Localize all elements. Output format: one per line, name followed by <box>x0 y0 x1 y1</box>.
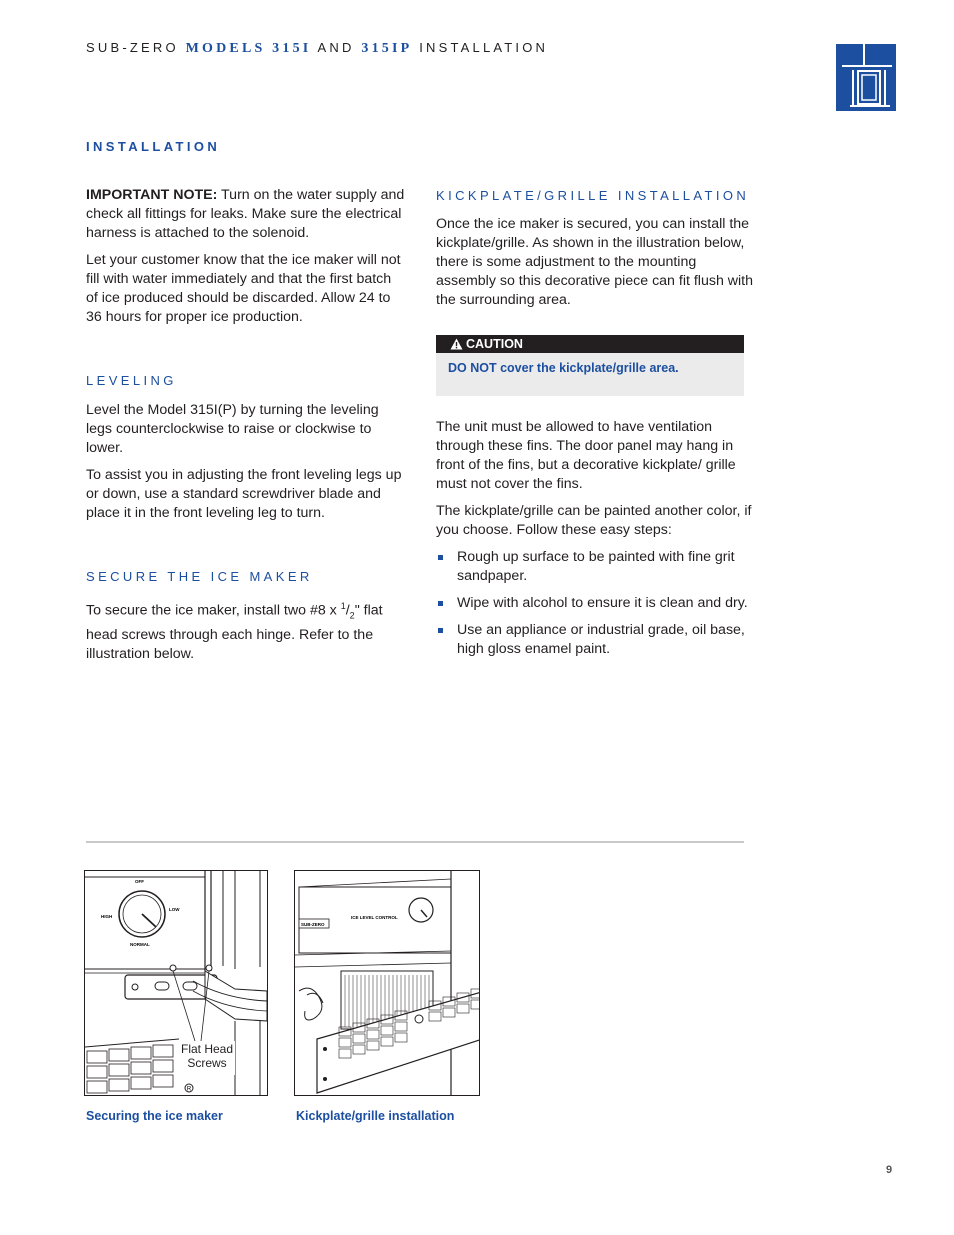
ice-level-control-label: ICE LEVEL CONTROL <box>351 915 398 920</box>
bullet-square-icon <box>438 555 443 560</box>
important-label: IMPORTANT NOTE: <box>86 187 218 203</box>
leveling-title: LEVELING <box>86 373 177 388</box>
list-item-text: Use an appliance or industrial grade, oil base, high gloss enamel paint. <box>457 622 745 657</box>
dial-normal-label: NORMAL <box>130 942 150 947</box>
list-item <box>436 594 758 613</box>
secure-title: SECURE THE ICE MAKER <box>86 569 313 584</box>
kickplate-illustration <box>295 871 479 1095</box>
kickplate-body <box>436 215 758 310</box>
secure-text-a: To secure the ice maker, install two #8 x <box>86 602 341 619</box>
header-brand: SUB-ZERO <box>86 40 186 55</box>
dial-off-label: OFF <box>135 879 144 884</box>
fraction-denominator: 2 <box>349 610 355 621</box>
list-item <box>436 621 758 659</box>
dial-low-label: LOW <box>169 907 180 912</box>
fraction-slash: / <box>345 602 350 619</box>
figure-kickplate-installation <box>294 870 480 1096</box>
secure-text-b: " flat head screws through each hinge. Refer to the illustration below. <box>86 602 383 662</box>
ventilation-body <box>436 418 758 667</box>
header-and: AND <box>311 40 362 55</box>
paint-steps-list <box>436 548 758 659</box>
caution-text: DO NOT cover the kickplate/grille area. <box>448 361 679 375</box>
kickplate-para: Once the ice maker is secured, you can install the kickplate/grille. As shown in the illustration below, there is some adjustment to the mounting assembly so this decorative piece can fit flush with the surrounding area. <box>436 216 754 308</box>
running-header <box>86 40 548 57</box>
svg-text:R: R <box>186 1086 192 1093</box>
kickplate-title: KICKPLATE/GRILLE INSTALLATION <box>436 188 750 203</box>
dial-high-label: HIGH <box>101 914 113 919</box>
header-suffix: INSTALLATION <box>412 40 549 55</box>
important-note <box>86 186 406 243</box>
secure-para <box>86 597 406 664</box>
section-divider <box>86 841 744 843</box>
caution-label: CAUTION <box>466 337 523 351</box>
figure-1-caption: Securing the ice maker <box>86 1109 223 1123</box>
header-model-2: 315IP <box>361 41 413 56</box>
important-text: Turn on the water supply and check all fittings for leaks. Make sure the electrical harness is attached to the solenoid. <box>86 187 405 241</box>
leveling-para-2: To assist you in adjusting the front leveling legs up or down, use a standard screwdriver blade and place it in the front leveling leg to turn. <box>86 467 402 521</box>
leveling-body <box>86 401 406 523</box>
installation-title: INSTALLATION <box>86 139 221 154</box>
figure-2-caption: Kickplate/grille installation <box>296 1109 455 1123</box>
page-number: 9 <box>886 1164 893 1176</box>
installation-body <box>86 186 406 327</box>
list-item <box>436 548 758 586</box>
sub-zero-logo-icon <box>836 44 896 111</box>
customer-note: Let your customer know that the ice maker will not fill with water immediately and that the first batch of ice produced should be discarded. Allow 24 to 36 hours for proper ice production. <box>86 252 401 325</box>
warning-icon <box>450 338 463 350</box>
header-model-1: MODELS 315I <box>185 41 312 56</box>
figure-securing-ice-maker <box>84 870 268 1096</box>
leveling-para-1: Level the Model 315I(P) by turning the leveling legs counterclockwise to raise or clockwise to lower. <box>86 402 379 456</box>
caution-bar <box>436 335 744 353</box>
bullet-square-icon <box>438 601 443 606</box>
ventilation-para: The unit must be allowed to have ventilation through these fins. The door panel may hang in front of the fins, but a decorative kickplate/ grille must not cover the fins. <box>436 419 736 492</box>
secure-body <box>86 597 406 664</box>
list-item-text: Rough up surface to be painted with fine grit sandpaper. <box>457 549 735 584</box>
brand-badge-text: SUB-ZERO <box>301 922 325 927</box>
list-item-text: Wipe with alcohol to ensure it is clean and dry. <box>457 595 748 611</box>
flat-head-screws-callout: Flat Head Screws <box>180 1042 234 1070</box>
paint-para: The kickplate/grille can be painted another color, if you choose. Follow these easy steps: <box>436 503 752 538</box>
bullet-square-icon <box>438 628 443 633</box>
fraction-numerator: 1 <box>340 601 346 611</box>
